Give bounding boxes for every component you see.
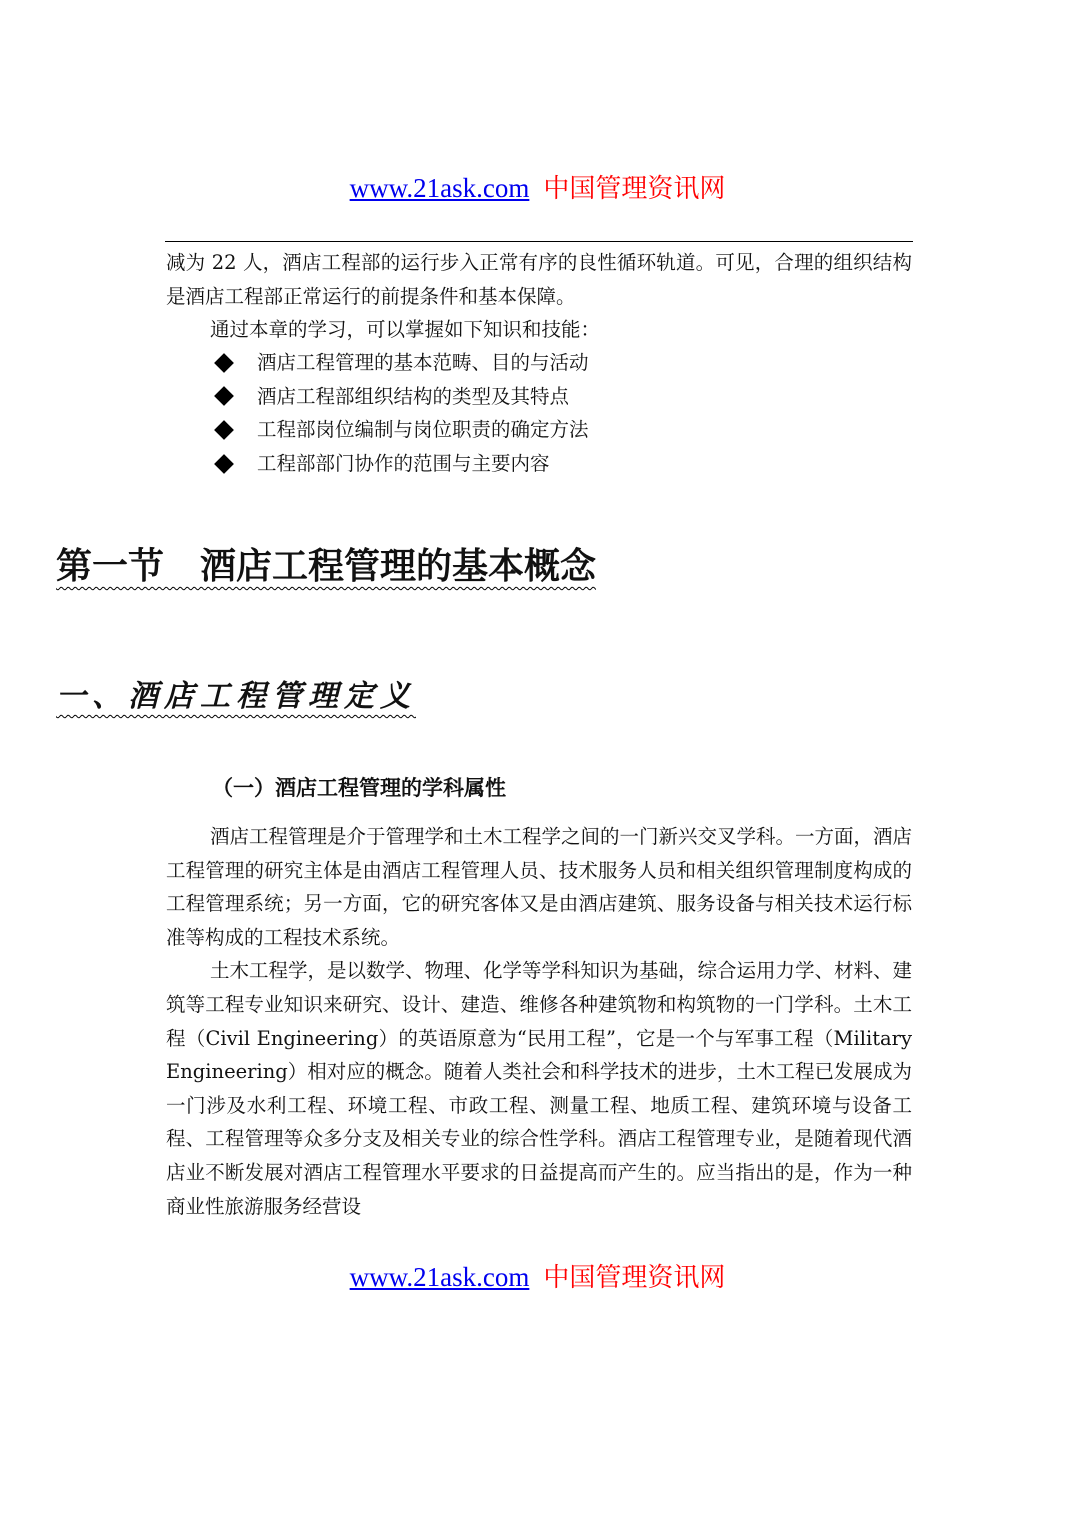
page-header xyxy=(0,168,1075,205)
subsection-title: 一、酒店工程管理定义 xyxy=(56,679,416,714)
list-item-text: 酒店工程管理的基本范畴、目的与活动 xyxy=(257,351,589,374)
section-title: 第一节 酒店工程管理的基本概念 xyxy=(56,545,597,587)
content-paragraph-2: 土木工程学，是以数学、物理、化学等学科知识为基础，综合运用力学、材料、建筑等工程专业知识来研究、设计、建造、维修各种建筑物和构筑物的一门学科。土木工程（Civil Engineering）的英语原意为“民用工程”，它是一个与军事工程（Military Engineering）相对应的概念。随着人类社会和科学技术的进步，土木工程已发展成为一门涉及水利工程、环境工程、市政工程、测量工程、地质工程、建筑环境与设备工程、工程管理等众多分支及相关专业的综合性学科。酒店工程管理专业，是随着现代酒店业不断发展对酒店工程管理水平要求的日益提高而产生的。应当指出的是，作为一种商业性旅游服务经营设 xyxy=(166,959,913,1218)
list-item xyxy=(213,380,589,414)
diamond-bullet-icon xyxy=(214,353,234,373)
list-item-text: 酒店工程部组织结构的类型及其特点 xyxy=(257,384,570,408)
diamond-bullet-icon xyxy=(214,420,234,440)
intro-block xyxy=(166,246,912,347)
footer-site-name: 中国管理资讯网 xyxy=(543,1263,726,1293)
list-item-text: 工程部岗位编制与岗位职责的确定方法 xyxy=(257,418,589,442)
list-item xyxy=(213,413,589,447)
list-item xyxy=(213,346,589,380)
item-title: （一）酒店工程管理的学科属性 xyxy=(212,776,506,800)
footer-site-link[interactable]: www.21ask.com xyxy=(349,1262,530,1292)
header-site-name: 中国管理资讯网 xyxy=(543,174,726,204)
diamond-bullet-icon xyxy=(214,386,234,406)
content-block xyxy=(166,820,912,1223)
list-item-text: 工程部部门协作的范围与主要内容 xyxy=(257,451,550,475)
page-footer xyxy=(0,1257,1075,1294)
header-rule xyxy=(165,241,913,242)
content-paragraph-1: 酒店工程管理是介于管理学和土木工程学之间的一门新兴交叉学科。一方面，酒店工程管理的研究主体是由酒店工程管理人员、技术服务人员和相关组织管理制度构成的工程管理系统；另一方面，它的研究客体又是由酒店建筑、服务设备与相关技术运行标准等构成的工程技术系统。 xyxy=(166,825,913,949)
intro-lead: 通过本章的学习，可以掌握如下知识和技能： xyxy=(210,318,601,342)
diamond-bullet-icon xyxy=(214,454,234,474)
header-site-link[interactable]: www.21ask.com xyxy=(349,173,530,203)
intro-paragraph: 减为 22 人，酒店工程部的运行步入正常有序的良性循环轨道。可见，合理的组织结构是酒店工程部正常运行的前提条件和基本保障。 xyxy=(166,251,912,308)
list-item xyxy=(213,447,589,481)
skills-list xyxy=(213,346,589,480)
